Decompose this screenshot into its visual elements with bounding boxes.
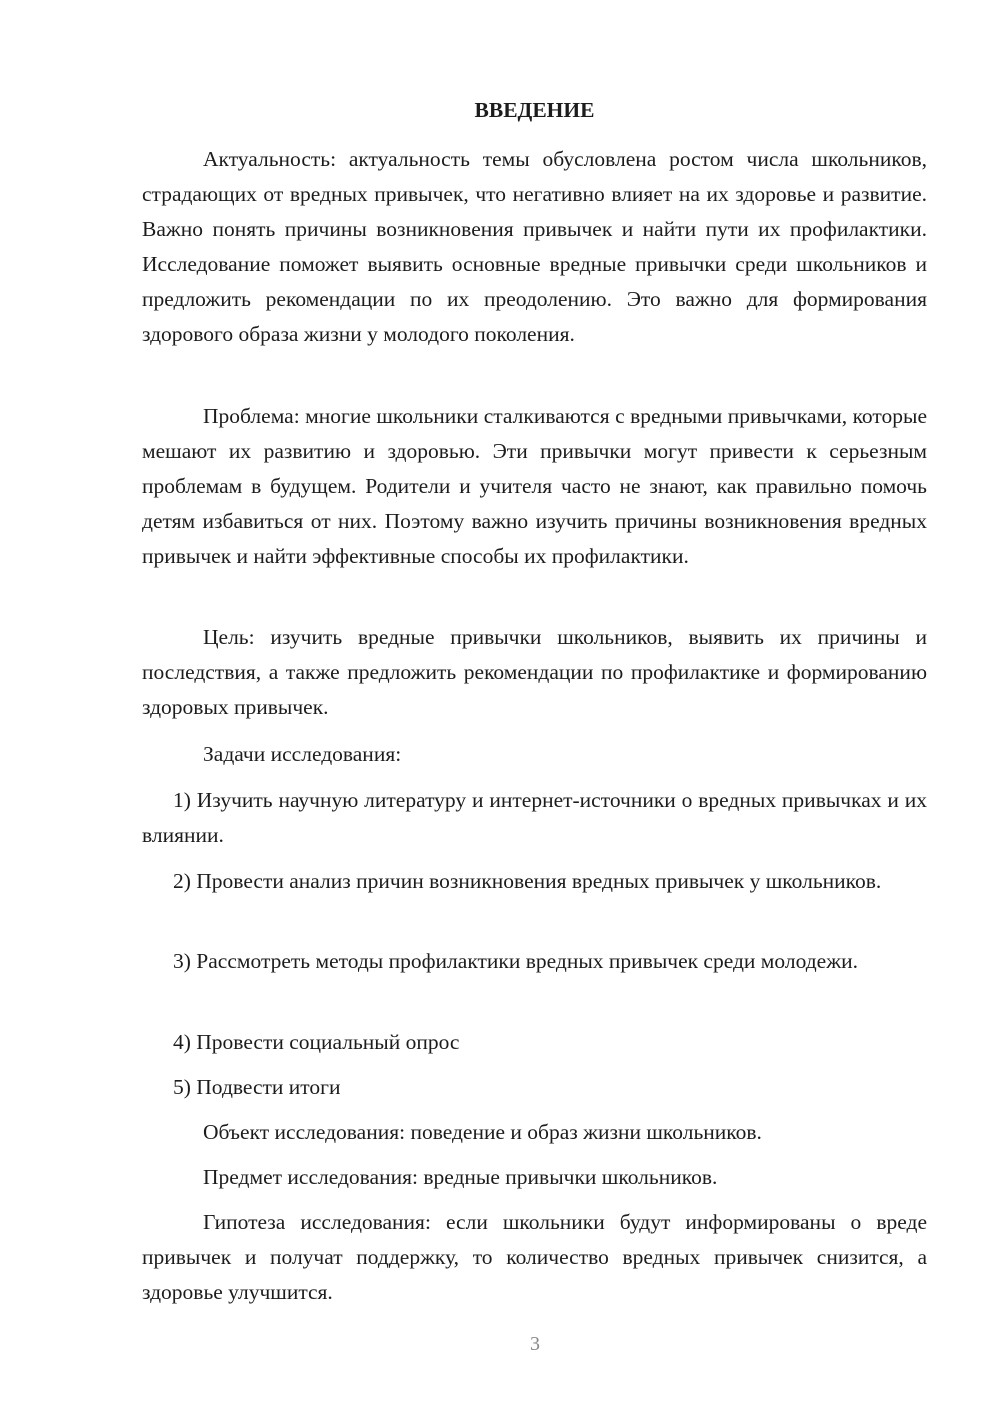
problem-paragraph: Проблема: многие школьники сталкиваются с вредными привычками, которые мешают их развитию и здоровью. Эти привычки могут привести к серьезным проблемам в будущем. Родители и учителя часто не знают, как правильно помочь детям избавиться от них. Поэтому важно изучить причины возникновения вредных привычек и найти эффективные способы их профилактики. xyxy=(142,404,927,568)
subject-paragraph: Предмет исследования: вредные привычки школьников. xyxy=(203,1165,718,1189)
task-item-4: 4) Провести социальный опрос xyxy=(173,1030,460,1054)
task-item-2: 2) Провести анализ причин возникновения вредных привычек у школьников. xyxy=(173,869,882,893)
page-title: ВВЕДЕНИЕ xyxy=(474,98,595,122)
task-item-1: 1) Изучить научную литературу и интернет-источники о вредных привычках и их влиянии. xyxy=(142,788,927,847)
page-number: 3 xyxy=(530,1333,540,1355)
hypothesis-paragraph: Гипотеза исследования: если школьники будут информированы о вреде привычек и получат поддержку, то количество вредных привычек снизится, а здоровье улучшится. xyxy=(142,1210,927,1304)
task-item-5: 5) Подвести итоги xyxy=(173,1075,341,1099)
object-paragraph: Объект исследования: поведение и образ жизни школьников. xyxy=(203,1120,762,1144)
relevance-paragraph: Актуальность: актуальность темы обусловлена ростом числа школьников, страдающих от вредных привычек, что негативно влияет на их здоровье и развитие. Важно понять причины возникновения привычек и найти пути их профилактики. Исследование поможет выявить основные вредные привычки среди школьников и предложить рекомендации по их преодолению. Это важно для формирования здорового образа жизни у молодого поколения. xyxy=(142,147,927,346)
tasks-title: Задачи исследования: xyxy=(203,742,402,766)
goal-paragraph: Цель: изучить вредные привычки школьников, выявить их причины и последствия, а также предложить рекомендации по профилактике и формированию здоровых привычек. xyxy=(142,625,927,719)
task-item-3: 3) Рассмотреть методы профилактики вредных привычек среди молодежи. xyxy=(173,949,858,973)
